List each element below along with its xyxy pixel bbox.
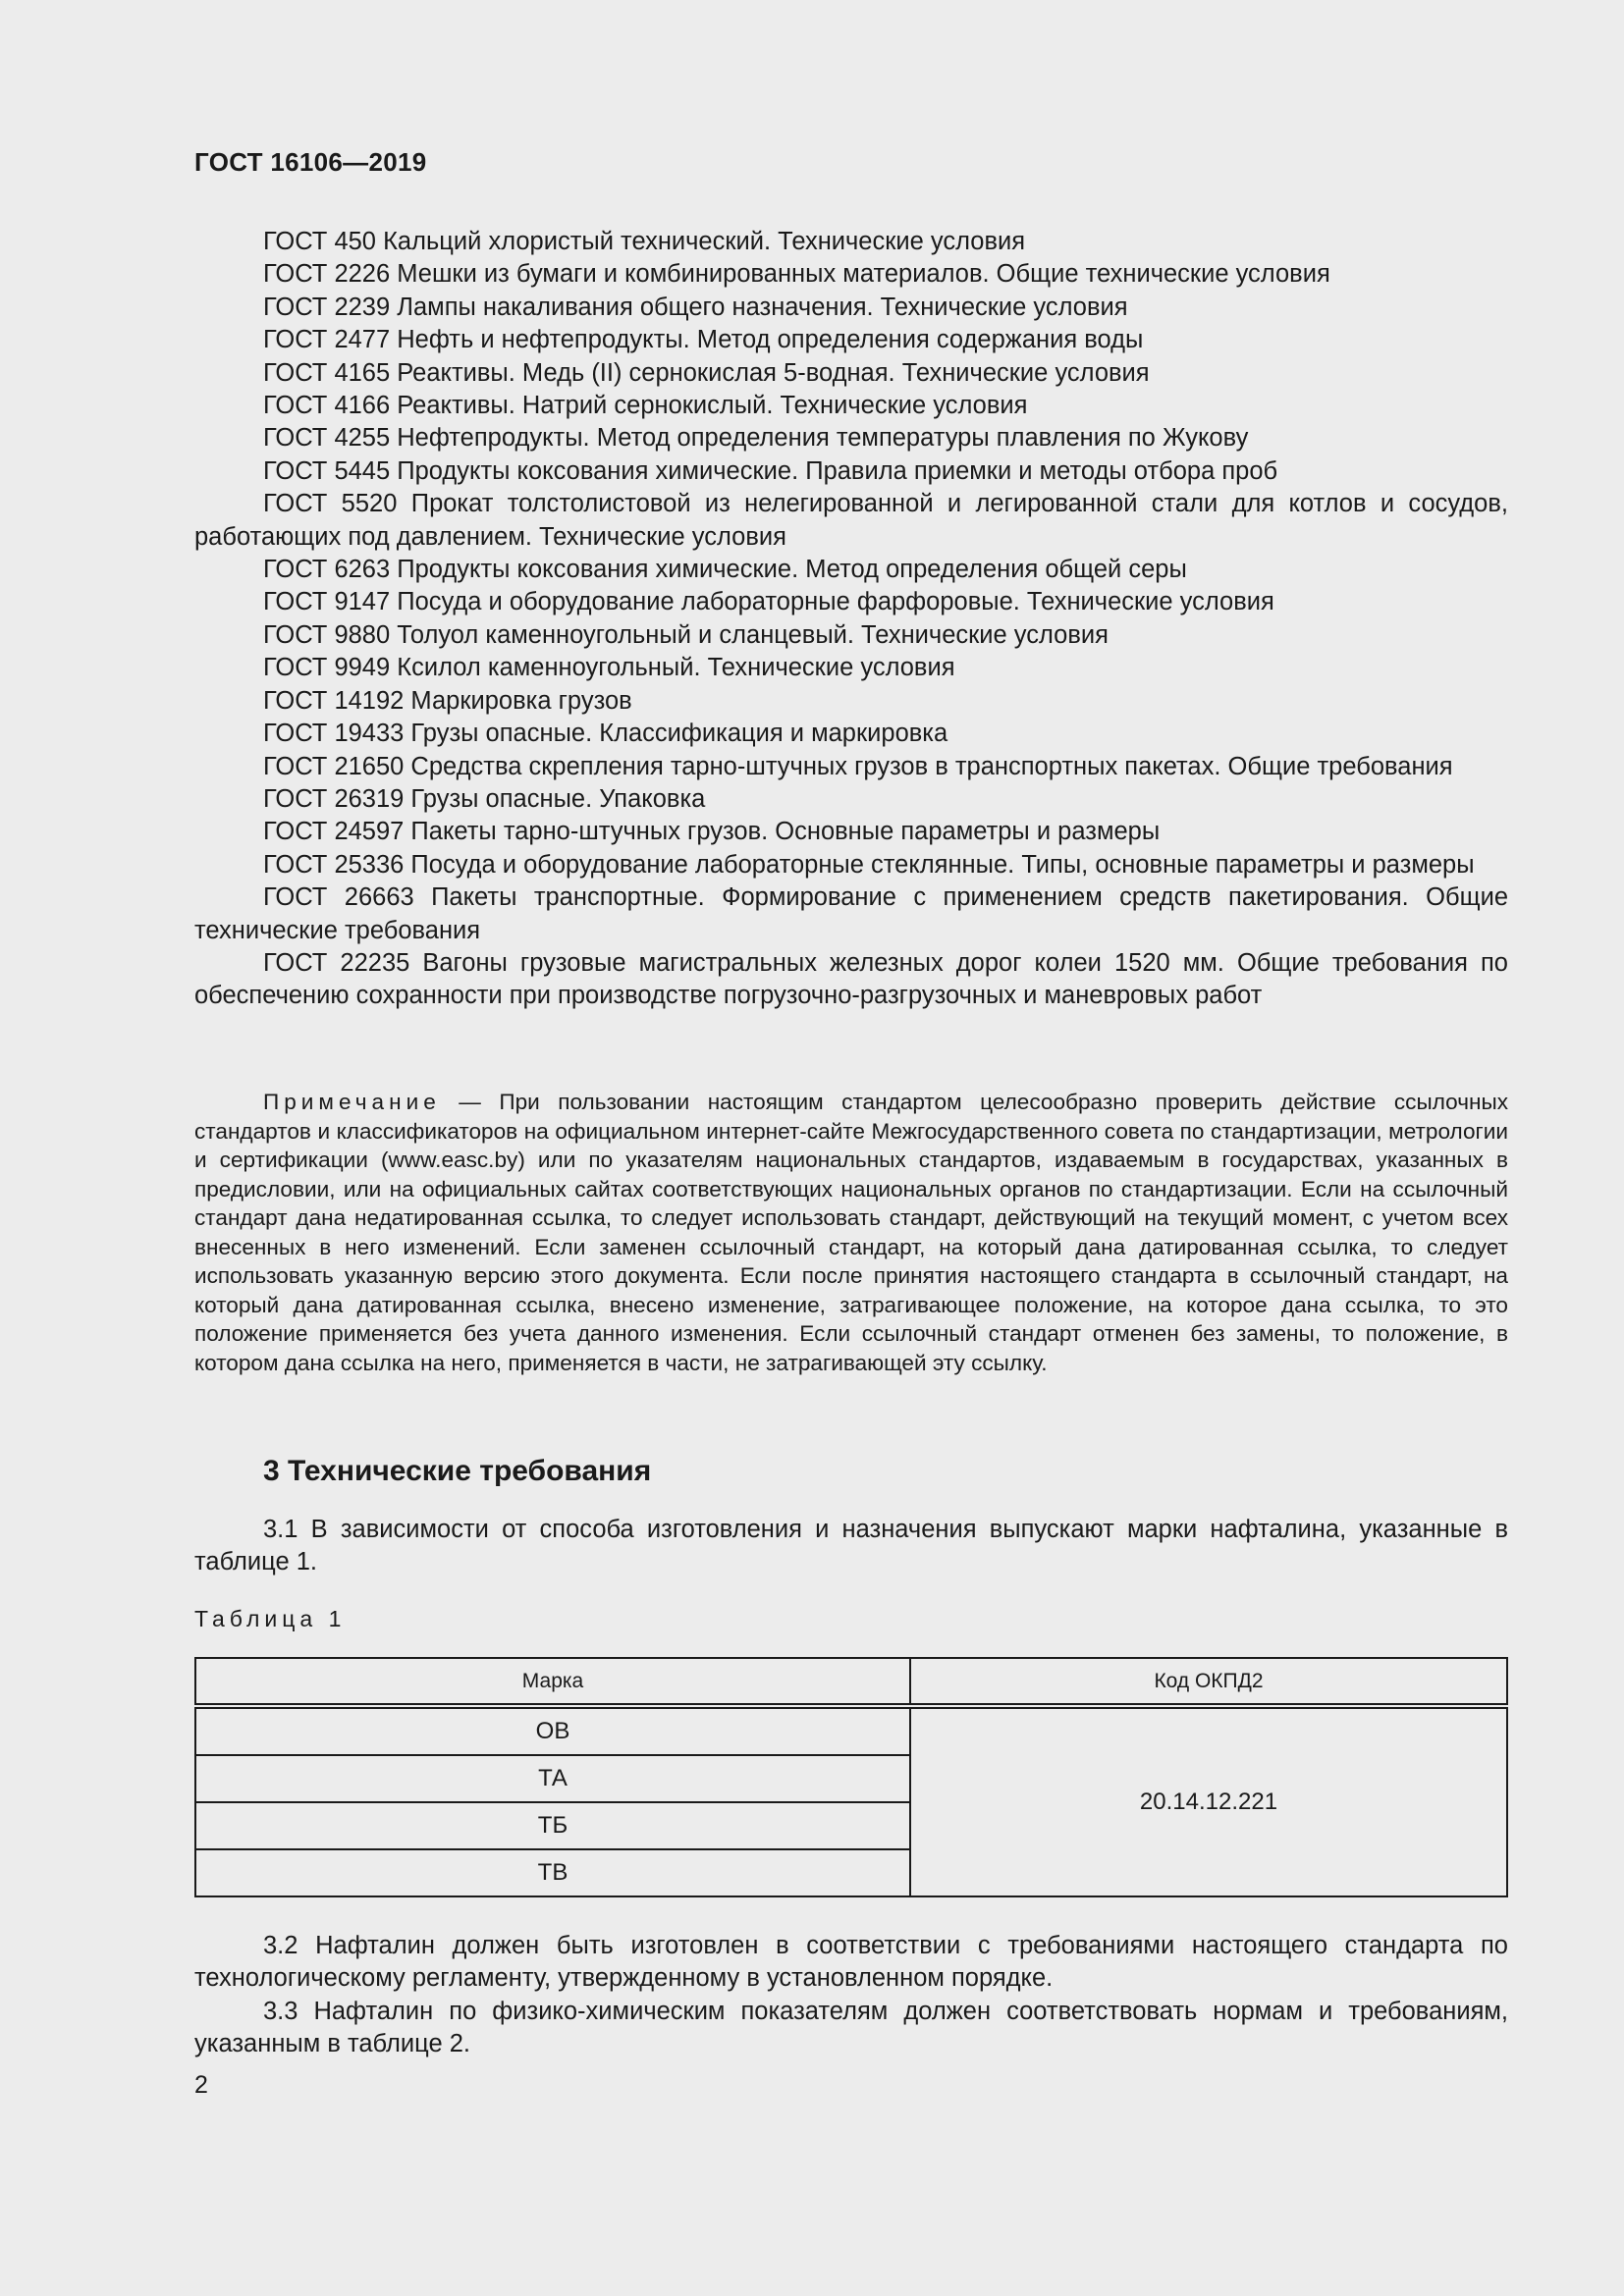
reference-item: ГОСТ 22235 Вагоны грузовые магистральных железных дорог колеи 1520 мм. Общие требования по обеспечению сохранности при производстве погрузочно-разгрузочных и маневровых работ [194, 948, 1508, 1010]
mark-cell: ТА [195, 1755, 910, 1802]
note-text: — При пользовании настоящим стандартом целесообразно проверить действие ссылочных стандартов и классификаторов на официальном интернет-сайте Межгосударственного совета по стандартизации, метрологии и сертификации (www.easc.by) или по указателям национальных стандартов, издаваемым в государствах, указанных в предисловии, или на официальных сайтах соответствующих национальных органов по стандартизации. Если на ссылочный стандарт дана недатированная ссылка, то следует использовать стандарт, действующий на текущий момент, с учетом всех внесенных в него изменений. Если заменен ссылочный стандарт, на который дана датированная ссылка, то следует использовать указанную версию этого документа. Если после принятия настоящего стандарта в ссылочный стандарт, на который дана датированная ссылка, внесено изменение, затрагивающее положение, на которое дана ссылка, то это положение применяется без учета данного изменения. Если ссылочный стандарт отменен без замены, то положение, в котором дана ссылка на него, применяется в части, не затрагивающей эту ссылку. [194, 1090, 1508, 1375]
reference-item: ГОСТ 14192 Маркировка грузов [263, 686, 632, 715]
reference-item: ГОСТ 4165 Реактивы. Медь (II) сернокислая 5-водная. Технические условия [263, 358, 1150, 387]
okpd2-code-cell: 20.14.12.221 [910, 1706, 1507, 1896]
reference-item: ГОСТ 4255 Нефтепродукты. Метод определения температуры плавления по Жукову [263, 424, 1249, 453]
reference-item: ГОСТ 19433 Грузы опасные. Классификация и маркировка [263, 720, 948, 748]
paragraph-3-2: 3.2 Нафталин должен быть изготовлен в соответствии с требованиями настоящего стандарта по технологическому регламенту, утвержденному в установленном порядке. [194, 1932, 1508, 1993]
mark-cell: ОВ [195, 1706, 910, 1755]
table-caption: Таблица 1 [194, 1606, 347, 1631]
reference-item: ГОСТ 9880 Толуол каменноугольный и сланцевый. Технические условия [263, 620, 1109, 649]
column-header-mark: Марка [195, 1658, 910, 1706]
reference-item: ГОСТ 9147 Посуда и оборудование лабораторные фарфоровые. Технические условия [263, 588, 1274, 616]
page-header: ГОСТ 16106—2019 [194, 147, 427, 177]
table-1 [194, 1657, 1508, 1897]
section-heading: 3 Технические требования [263, 1455, 652, 1487]
reference-item: ГОСТ 25336 Посуда и оборудование лабораторные стеклянные. Типы, основные параметры и размеры [263, 850, 1475, 879]
reference-item: ГОСТ 26319 Грузы опасные. Упаковка [263, 784, 706, 813]
paragraph-3-3: 3.3 Нафталин по физико-химическим показателям должен соответствовать нормам и требованиям, указанным в таблице 2. [194, 1998, 1508, 2058]
mark-cell: ТВ [195, 1849, 910, 1896]
reference-item: ГОСТ 450 Кальций хлористый технический. Технические условия [263, 228, 1026, 255]
table-row [195, 1706, 1507, 1755]
mark-cell: ТБ [195, 1802, 910, 1849]
reference-item: ГОСТ 21650 Средства скрепления тарно-штучных грузов в транспортных пакетах. Общие требования [263, 752, 1453, 780]
reference-item: ГОСТ 5520 Прокат толстолистовой из нелегированной и легированной стали для котлов и сосудов, работающих под давлением. Технические условия [194, 490, 1508, 551]
paragraph-3-1: 3.1 В зависимости от способа изготовления и назначения выпускают марки нафталина, указанные в таблице 1. [194, 1516, 1508, 1576]
note-label: Примечание [263, 1090, 441, 1114]
normative-references-list [194, 226, 1508, 1013]
reference-item: ГОСТ 2239 Лампы накаливания общего назначения. Технические условия [263, 293, 1128, 321]
column-header-okpd2: Код ОКПД2 [910, 1658, 1507, 1706]
reference-item: ГОСТ 24597 Пакеты тарно-штучных грузов. Основные параметры и размеры [263, 818, 1161, 846]
note-paragraph [194, 1088, 1508, 1377]
reference-item: ГОСТ 9949 Ксилол каменноугольный. Технические условия [263, 654, 955, 682]
reference-item: ГОСТ 5445 Продукты коксования химические. Правила приемки и методы отбора проб [263, 456, 1278, 485]
page-number: 2 [194, 2071, 208, 2099]
reference-item: ГОСТ 6263 Продукты коксования химические. Метод определения общей серы [263, 556, 1187, 584]
reference-item: ГОСТ 26663 Пакеты транспортные. Формирование с применением средств пакетирования. Общие технические требования [194, 883, 1508, 944]
table-header-row [195, 1658, 1507, 1706]
reference-item: ГОСТ 4166 Реактивы. Натрий сернокислый. Технические условия [263, 392, 1028, 420]
reference-item: ГОСТ 2477 Нефть и нефтепродукты. Метод определения содержания воды [263, 326, 1144, 354]
reference-item: ГОСТ 2226 Мешки из бумаги и комбинированных материалов. Общие технические условия [263, 260, 1330, 289]
